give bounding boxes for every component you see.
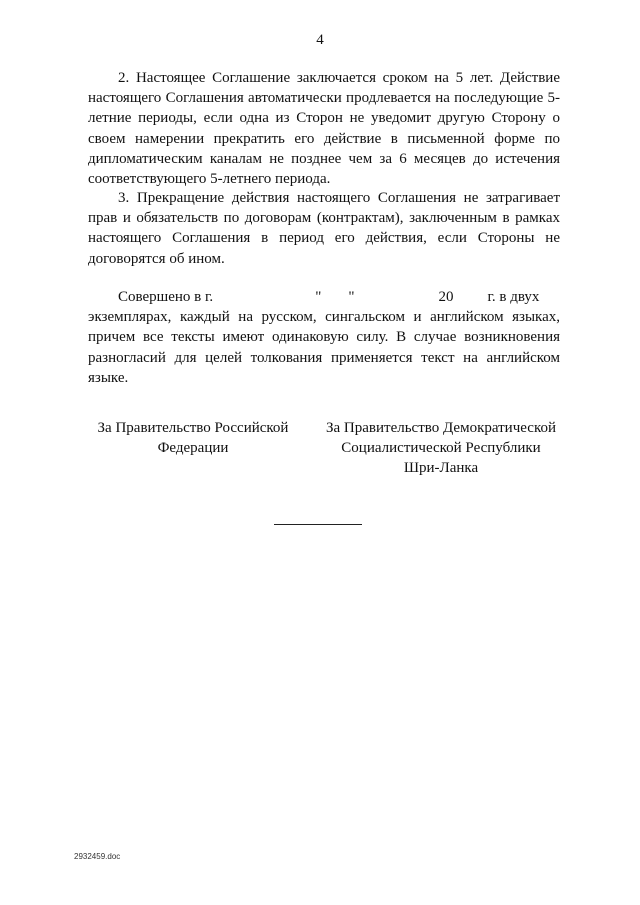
day-blank — [321, 287, 348, 307]
signature-russia — [80, 418, 306, 458]
year-blank — [453, 287, 487, 307]
end-divider — [274, 524, 362, 525]
paragraph-term — [88, 68, 560, 189]
signature-sri-lanka — [318, 418, 564, 478]
document-id: 2932459.doc — [74, 852, 121, 861]
signature-sri-lanka-line3: Шри-Ланка — [403, 460, 479, 476]
done-at-line — [88, 287, 560, 307]
quote-open: " — [315, 289, 322, 305]
quote-close: " — [348, 289, 355, 305]
paragraph-termination — [88, 188, 560, 269]
page-number: 4 — [316, 32, 324, 48]
signature-sri-lanka-line1: За Правительство Демократической — [326, 420, 556, 436]
signature-russia-line2: Федерации — [157, 440, 229, 456]
month-blank — [354, 287, 438, 307]
paragraph-termination-text: 3. Прекращение действия настоящего Соглашения не затрагивает прав и обязательств по договорам (контрактам), заключенным в рамках настоящего Соглашения в период его действия, если Стороны не договорятся об ином. — [88, 190, 560, 267]
place-blank — [213, 287, 315, 307]
signature-russia-line1: За Правительство Российской — [97, 420, 289, 436]
signature-sri-lanka-line2: Социалистической Республики — [341, 440, 541, 456]
done-at-start: Совершено в г. — [118, 289, 214, 305]
paragraph-term-text: 2. Настоящее Соглашение заключается сроком на 5 лет. Действие настоящего Соглашения автоматически продлевается на последующие 5-летние периоды, если одна из Сторон не уведомит другую Сторону о своем намерении прекратить его действие в письменной форме по дипломатическим каналам не позднее чем за 6 месяцев до истечения соответствующего 5-летнего периода. — [88, 70, 560, 188]
paragraph-done-at — [88, 287, 560, 388]
after-year: г. в двух — [487, 289, 540, 305]
year-prefix: 20 — [438, 289, 454, 305]
done-at-rest: экземплярах, каждый на русском, сингальском и английском языках, причем все тексты имеют одинаковую силу. В случае возникновения разногласий для целей толкования применяется текст на английском языке. — [88, 309, 560, 386]
